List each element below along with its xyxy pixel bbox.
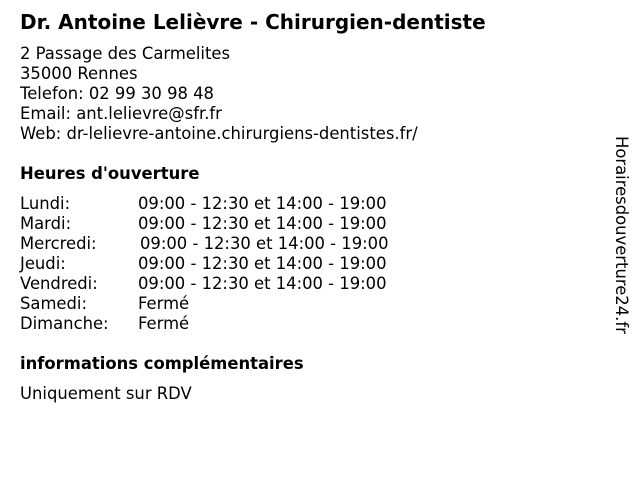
site-watermark: Horairesdouverture24.fr	[612, 136, 631, 334]
day-label: Lundi:	[20, 194, 71, 213]
hours-value: 09:00 - 12:30 et 14:00 - 19:00	[138, 214, 387, 233]
email-address: Email: ant.lelievre@sfr.fr	[20, 104, 222, 123]
website-url: Web: dr-lelievre-antoine.chirurgiens-dentistes.fr/	[20, 124, 418, 143]
day-label: Dimanche:	[20, 314, 109, 333]
page-title: Dr. Antoine Lelièvre - Chirurgien-dentiste	[20, 10, 486, 34]
phone-number: Telefon: 02 99 30 98 48	[20, 84, 214, 103]
address-street: 2 Passage des Carmelites	[20, 44, 231, 63]
hours-value: 09:00 - 12:30 et 14:00 - 19:00	[138, 274, 387, 293]
hours-value: 09:00 - 12:30 et 14:00 - 19:00	[138, 254, 387, 273]
day-label: Mercredi:	[20, 234, 97, 253]
hours-value: 09:00 - 12:30 et 14:00 - 19:00	[138, 194, 387, 213]
day-label: Samedi:	[20, 294, 87, 313]
contact-block	[20, 44, 418, 144]
hours-value: Fermé	[138, 314, 190, 333]
opening-hours-heading: Heures d'ouverture	[20, 164, 200, 183]
day-label: Vendredi:	[20, 274, 98, 293]
additional-info-heading: informations complémentaires	[20, 354, 304, 373]
hours-value: 09:00 - 12:30 et 14:00 - 19:00	[140, 234, 389, 253]
day-label: Jeudi:	[20, 254, 66, 273]
day-label: Mardi:	[20, 214, 72, 233]
address-city: 35000 Rennes	[20, 64, 138, 83]
hours-value: Fermé	[138, 294, 190, 313]
additional-info-text: Uniquement sur RDV	[20, 384, 192, 403]
